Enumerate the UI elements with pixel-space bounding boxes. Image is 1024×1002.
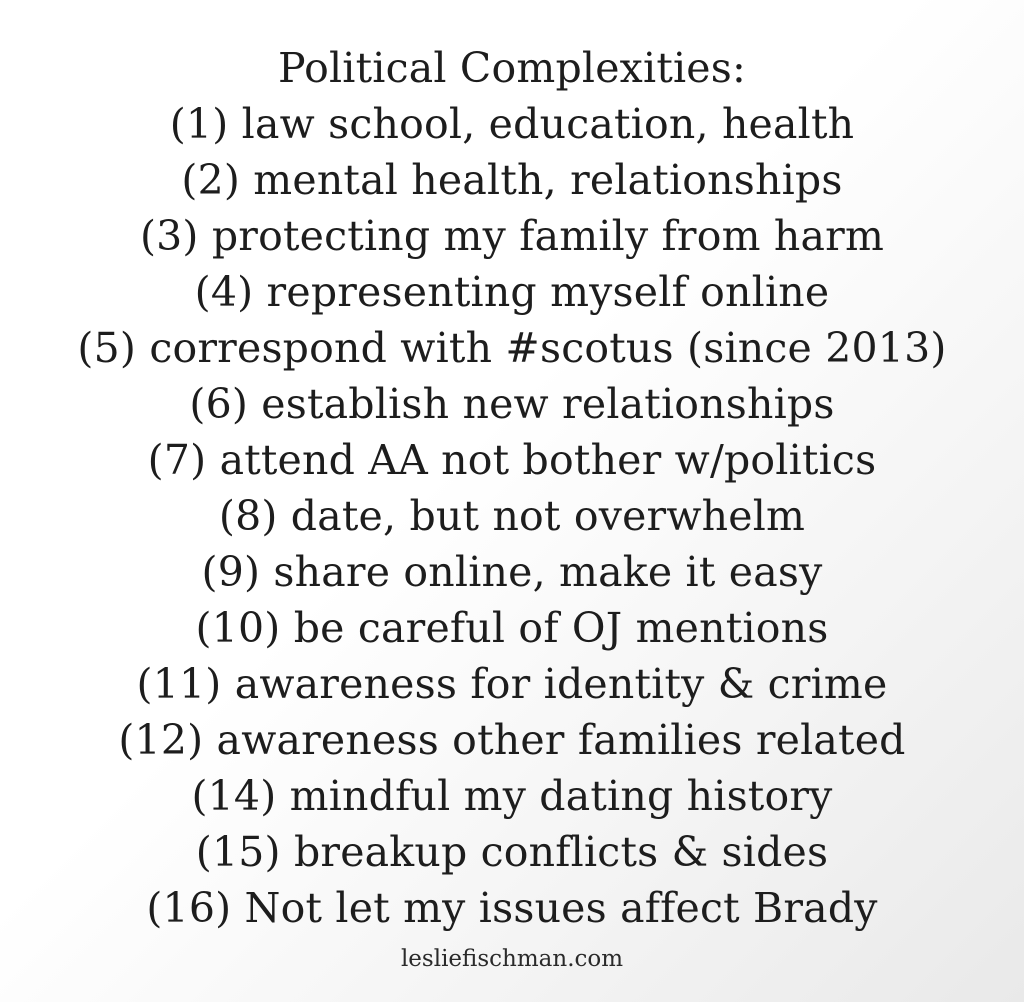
list-item: (3) protecting my family from harm (139, 212, 885, 260)
list-item: (11) awareness for identity & crime (136, 660, 888, 708)
list-item: (12) awareness other families related (118, 716, 906, 764)
list-item: (9) share online, make it easy (201, 548, 823, 596)
list-item: (1) law school, education, health (169, 100, 855, 148)
list-item: (7) attend AA not bother w/politics (147, 436, 877, 484)
list-item: (5) correspond with #scotus (since 2013) (77, 324, 947, 372)
watermark-url: lesliefischman.com (400, 946, 624, 972)
list-item: (2) mental health, relationships (181, 156, 843, 204)
list-item: (14) mindful my dating history (191, 772, 833, 820)
list-item: (16) Not let my issues affect Brady (146, 884, 878, 932)
list-item: (6) establish new relationships (189, 380, 835, 428)
list-item: (15) breakup conflicts & sides (195, 828, 829, 876)
list-item: (10) be careful of OJ mentions (195, 604, 829, 652)
page-title: Political Complexities: (277, 44, 747, 92)
list-item: (4) representing myself online (194, 268, 830, 316)
list-item: (8) date, but not overwhelm (218, 492, 806, 540)
